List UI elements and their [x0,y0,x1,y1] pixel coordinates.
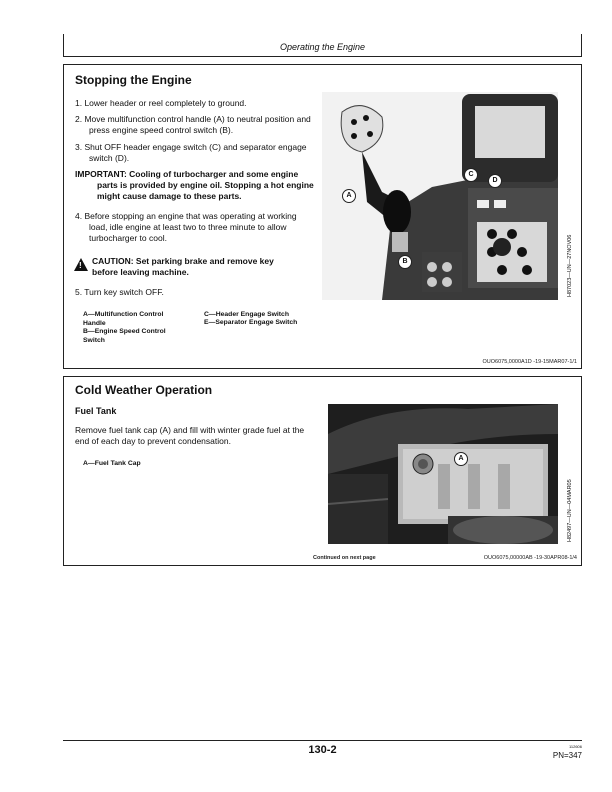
running-header-title: Operating the Engine [279,42,366,52]
subsection-title: Fuel Tank [75,406,117,416]
header-divider [63,56,582,57]
caution-note: CAUTION: Set parking brake and remove key before leaving machine. [92,256,274,277]
pn-number: PN=347 [552,751,582,760]
stopping-engine-section [63,64,582,369]
callout-d: D [488,174,502,188]
callout-a: A [454,452,468,466]
legend-a: A—Fuel Tank Cap [83,460,141,467]
important-note: IMPORTANT: Cooling of turbocharger and some engine parts is provided by engine oil. Stopping a hot engine might cause damage to these parts. [75,169,314,201]
callout-c: C [464,168,478,182]
step-5: 5. Turn key switch OFF. [75,287,164,297]
fuel-tank-photo [328,404,558,544]
callout-b: B [398,255,412,269]
step-1: 1. Lower header or reel completely to ground. [75,98,247,108]
legend-a: A—Multifunction Control Handle [83,311,164,327]
section-title: Stopping the Engine [75,73,192,87]
legend-e: E—Separator Engage Switch [204,319,298,326]
continued-note: Continued on next page [313,555,376,561]
image-code: H87023—UN—27NOV06 [567,234,573,297]
callout-a: A [342,189,356,203]
cold-weather-section [63,376,582,566]
section-title: Cold Weather Operation [75,383,213,397]
reference-code: OUO6075,0000A1D -19-15MAR07-1/1 [482,359,577,365]
caution-warning-icon [74,258,88,271]
legend-b: B—Engine Speed Control Switch [83,328,166,344]
fuel-tank-illustration [328,404,558,544]
fuel-tank-body: Remove fuel tank cap (A) and fill with winter grade fuel at the end of each day to prevent condensation. [75,425,305,446]
footer-divider [63,740,582,741]
cab-controls-illustration [322,92,558,300]
page-number: 130-2 [308,744,337,756]
footer-date-code: 112606 [568,744,582,749]
image-code: H82497—UN—04MAR05 [567,479,573,542]
step-4: 4. Before stopping an engine that was operating at working load, idle engine at least two to three minute to allow turbocharger to cool. [75,211,297,243]
step-3: 3. Shut OFF header engage switch (C) and separator engage switch (D). [75,142,307,163]
cab-controls-photo [322,92,558,300]
legend-c: C—Header Engage Switch [204,311,289,318]
reference-code: OUO6075,00000AB -19-30APR08-1/4 [483,555,577,561]
step-2: 2. Move multifunction control handle (A) to neutral position and press engine speed control switch (B). [75,114,311,135]
